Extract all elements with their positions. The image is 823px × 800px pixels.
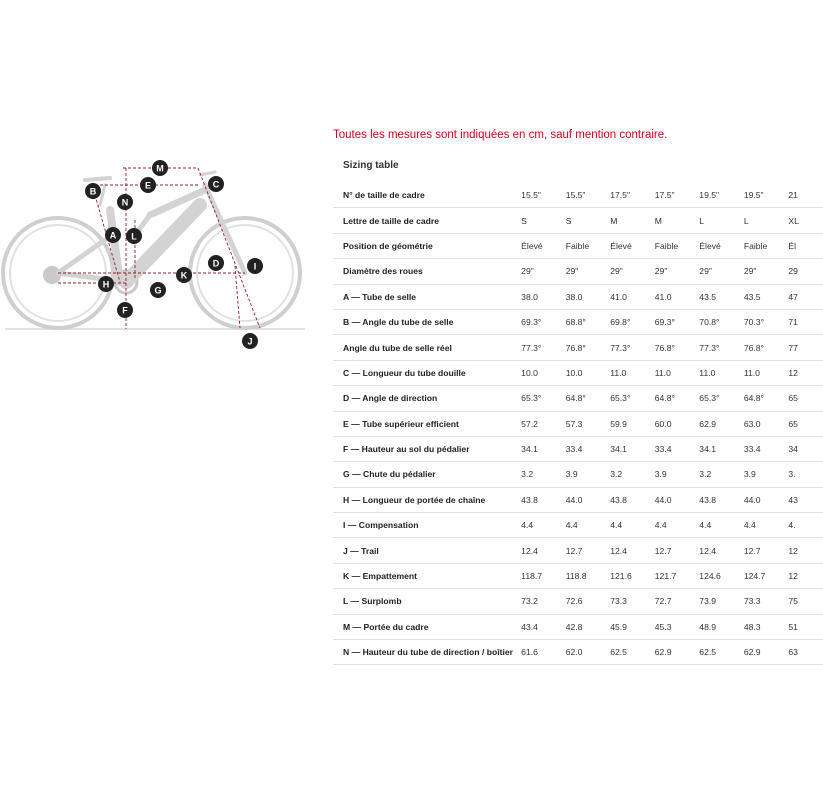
- table-cell: 45.3: [645, 614, 690, 639]
- table-cell: 71: [778, 309, 823, 334]
- dimension-marker-K: [176, 267, 192, 283]
- row-label: I — Compensation: [333, 513, 511, 538]
- row-label: Position de géométrie: [333, 233, 511, 258]
- table-cell: 63.0: [734, 411, 779, 436]
- table-cell: 73.9: [689, 589, 734, 614]
- table-cell: 11.0: [645, 360, 690, 385]
- table-cell: 29: [778, 259, 823, 284]
- table-cell: 33.4: [556, 436, 601, 461]
- table-row: [333, 183, 823, 208]
- marker-label-C: C: [212, 179, 220, 190]
- table-cell: 29": [645, 259, 690, 284]
- table-cell: S: [556, 208, 601, 233]
- table-cell: 4.4: [556, 513, 601, 538]
- table-row: [333, 462, 823, 487]
- dimension-marker-D: [208, 255, 224, 271]
- table-cell: 15.5": [511, 183, 556, 208]
- table-row: [333, 614, 823, 639]
- table-cell: 3.9: [734, 462, 779, 487]
- table-cell: 69.8°: [600, 309, 645, 334]
- table-cell: 19.5": [734, 183, 779, 208]
- table-cell: 65: [778, 411, 823, 436]
- table-cell: Él: [778, 233, 823, 258]
- table-cell: 34.1: [689, 436, 734, 461]
- table-cell: 29": [600, 259, 645, 284]
- table-cell: 12: [778, 538, 823, 563]
- table-cell: 76.8°: [645, 335, 690, 360]
- table-row: [333, 284, 823, 309]
- table-cell: 72.7: [645, 589, 690, 614]
- table-row: [333, 309, 823, 334]
- table-row: [333, 538, 823, 563]
- row-label: K — Empattement: [333, 563, 511, 588]
- table-cell: 64.8°: [556, 386, 601, 411]
- marker-label-D: D: [212, 258, 220, 269]
- table-cell: 77: [778, 335, 823, 360]
- table-cell: 33.4: [734, 436, 779, 461]
- table-row: [333, 208, 823, 233]
- table-cell: M: [600, 208, 645, 233]
- table-cell: 4.4: [511, 513, 556, 538]
- table-row: [333, 386, 823, 411]
- table-cell: 3.2: [689, 462, 734, 487]
- table-cell: 11.0: [689, 360, 734, 385]
- bike-geometry-diagram: [0, 150, 310, 360]
- dimension-marker-F: [117, 302, 133, 318]
- row-label: L — Surplomb: [333, 589, 511, 614]
- dimension-marker-N: [117, 194, 133, 210]
- table-cell: 73.3: [600, 589, 645, 614]
- row-label: A — Tube de selle: [333, 284, 511, 309]
- table-cell: 62.9: [734, 640, 779, 665]
- row-label: G — Chute du pédalier: [333, 462, 511, 487]
- table-cell: 47: [778, 284, 823, 309]
- table-cell: 12: [778, 360, 823, 385]
- table-cell: 73.3: [734, 589, 779, 614]
- dimension-marker-H: [98, 276, 114, 292]
- table-cell: 12.7: [734, 538, 779, 563]
- table-cell: 43.5: [689, 284, 734, 309]
- table-cell: 12.4: [511, 538, 556, 563]
- row-label: B — Angle du tube de selle: [333, 309, 511, 334]
- table-cell: 62.5: [600, 640, 645, 665]
- table-cell: 41.0: [645, 284, 690, 309]
- table-cell: 3.2: [511, 462, 556, 487]
- table-cell: 29": [556, 259, 601, 284]
- table-cell: 73.2: [511, 589, 556, 614]
- table-cell: 77.3°: [600, 335, 645, 360]
- table-cell: 65.3°: [600, 386, 645, 411]
- table-cell: 29": [734, 259, 779, 284]
- table-cell: 44.0: [645, 487, 690, 512]
- table-cell: 62.9: [689, 411, 734, 436]
- sizing-table: [333, 183, 823, 665]
- table-cell: 48.9: [689, 614, 734, 639]
- table-cell: 65.3°: [689, 386, 734, 411]
- table-cell: 121.7: [645, 563, 690, 588]
- row-label: E — Tube supérieur efficient: [333, 411, 511, 436]
- table-cell: M: [645, 208, 690, 233]
- table-cell: 76.8°: [556, 335, 601, 360]
- table-cell: 61.6: [511, 640, 556, 665]
- table-cell: 33.4: [645, 436, 690, 461]
- row-label: Lettre de taille de cadre: [333, 208, 511, 233]
- dimension-marker-J: [242, 333, 258, 349]
- marker-label-F: F: [122, 305, 128, 316]
- table-cell: 44.0: [556, 487, 601, 512]
- table-cell: 62.0: [556, 640, 601, 665]
- row-label: F — Hauteur au sol du pédalier: [333, 436, 511, 461]
- marker-label-L: L: [131, 231, 137, 242]
- table-cell: 4.4: [734, 513, 779, 538]
- table-cell: 38.0: [511, 284, 556, 309]
- table-cell: 76.8°: [734, 335, 779, 360]
- marker-label-N: N: [121, 197, 129, 208]
- table-cell: 70.8°: [689, 309, 734, 334]
- row-label: M — Portée du cadre: [333, 614, 511, 639]
- table-cell: 4.4: [645, 513, 690, 538]
- table-cell: 3.: [778, 462, 823, 487]
- row-label: H — Longueur de portée de chaîne: [333, 487, 511, 512]
- table-cell: 12.7: [556, 538, 601, 563]
- table-cell: 43.8: [689, 487, 734, 512]
- table-cell: 38.0: [556, 284, 601, 309]
- table-caption: Sizing table: [343, 160, 399, 171]
- table-cell: 64.8°: [645, 386, 690, 411]
- table-cell: 43.8: [600, 487, 645, 512]
- table-cell: 121.6: [600, 563, 645, 588]
- table-cell: 3.2: [600, 462, 645, 487]
- table-row: [333, 259, 823, 284]
- row-label: D — Angle de direction: [333, 386, 511, 411]
- table-cell: 12: [778, 563, 823, 588]
- table-cell: 48.3: [734, 614, 779, 639]
- marker-label-J: J: [247, 336, 253, 347]
- table-cell: 17.5": [600, 183, 645, 208]
- marker-label-H: H: [102, 279, 110, 290]
- table-cell: 12.4: [600, 538, 645, 563]
- table-cell: 34.1: [600, 436, 645, 461]
- sizing-table-container[interactable]: [333, 183, 800, 658]
- table-cell: 43: [778, 487, 823, 512]
- table-cell: 15.5": [556, 183, 601, 208]
- table-cell: 62.9: [645, 640, 690, 665]
- table-cell: 34.1: [511, 436, 556, 461]
- table-row: [333, 640, 823, 665]
- table-cell: 72.6: [556, 589, 601, 614]
- marker-label-A: A: [109, 230, 117, 241]
- table-cell: 10.0: [556, 360, 601, 385]
- marker-label-B: B: [89, 186, 97, 197]
- dimension-marker-C: [208, 176, 224, 192]
- table-cell: 43.8: [511, 487, 556, 512]
- table-cell: 69.3°: [511, 309, 556, 334]
- table-cell: 4.: [778, 513, 823, 538]
- marker-label-G: G: [154, 285, 162, 296]
- dimension-marker-L: [126, 228, 142, 244]
- table-cell: 70.3°: [734, 309, 779, 334]
- table-cell: 11.0: [734, 360, 779, 385]
- table-row: [333, 563, 823, 588]
- table-cell: Élevé: [511, 233, 556, 258]
- marker-label-M: M: [156, 163, 164, 174]
- table-cell: 68.8°: [556, 309, 601, 334]
- sizing-table-body: [333, 183, 823, 665]
- row-label: C — Longueur du tube douille: [333, 360, 511, 385]
- table-row: [333, 436, 823, 461]
- table-row: [333, 589, 823, 614]
- table-row: [333, 360, 823, 385]
- dimension-marker-B: [85, 183, 101, 199]
- table-cell: L: [734, 208, 779, 233]
- table-cell: 51: [778, 614, 823, 639]
- table-cell: 77.3°: [689, 335, 734, 360]
- table-row: [333, 513, 823, 538]
- table-cell: 12.4: [689, 538, 734, 563]
- table-cell: 77.3°: [511, 335, 556, 360]
- table-cell: 60.0: [645, 411, 690, 436]
- table-cell: 45.9: [600, 614, 645, 639]
- table-cell: 64.8°: [734, 386, 779, 411]
- table-cell: Faible: [556, 233, 601, 258]
- table-cell: 29": [689, 259, 734, 284]
- table-cell: S: [511, 208, 556, 233]
- row-label: J — Trail: [333, 538, 511, 563]
- table-cell: L: [689, 208, 734, 233]
- table-cell: 124.6: [689, 563, 734, 588]
- table-cell: 42.8: [556, 614, 601, 639]
- table-cell: 21: [778, 183, 823, 208]
- table-cell: 11.0: [600, 360, 645, 385]
- table-cell: 63: [778, 640, 823, 665]
- marker-label-E: E: [144, 180, 152, 191]
- table-cell: 44.0: [734, 487, 779, 512]
- table-cell: 59.9: [600, 411, 645, 436]
- table-cell: Faible: [734, 233, 779, 258]
- table-cell: 118.7: [511, 563, 556, 588]
- row-label: N — Hauteur du tube de direction / boîtier: [333, 640, 511, 665]
- table-cell: 65.3°: [511, 386, 556, 411]
- table-row: [333, 335, 823, 360]
- table-cell: 65: [778, 386, 823, 411]
- table-cell: 19.5": [689, 183, 734, 208]
- dimension-marker-G: [150, 282, 166, 298]
- table-cell: 43.5: [734, 284, 779, 309]
- table-cell: XL: [778, 208, 823, 233]
- marker-label-I: I: [253, 261, 257, 272]
- table-cell: Élevé: [689, 233, 734, 258]
- table-cell: 4.4: [689, 513, 734, 538]
- table-cell: Élevé: [600, 233, 645, 258]
- table-cell: 69.3°: [645, 309, 690, 334]
- table-cell: 10.0: [511, 360, 556, 385]
- dimension-marker-A: [105, 227, 121, 243]
- table-cell: 29": [511, 259, 556, 284]
- table-cell: 124.7: [734, 563, 779, 588]
- row-label: N° de taille de cadre: [333, 183, 511, 208]
- table-cell: 41.0: [600, 284, 645, 309]
- table-cell: Faible: [645, 233, 690, 258]
- table-cell: 3.9: [556, 462, 601, 487]
- dimension-marker-M: [152, 160, 168, 176]
- dimension-marker-I: [247, 258, 263, 274]
- marker-label-K: K: [180, 270, 188, 281]
- measurement-notice: Toutes les mesures sont indiquées en cm, sauf mention contraire.: [333, 129, 668, 141]
- dimension-marker-E: [140, 177, 156, 193]
- table-cell: 43.4: [511, 614, 556, 639]
- table-cell: 118.8: [556, 563, 601, 588]
- table-cell: 62.5: [689, 640, 734, 665]
- table-cell: 57.2: [511, 411, 556, 436]
- table-row: [333, 233, 823, 258]
- table-cell: 75: [778, 589, 823, 614]
- table-row: [333, 411, 823, 436]
- row-label: Angle du tube de selle réel: [333, 335, 511, 360]
- row-label: Diamètre des roues: [333, 259, 511, 284]
- table-row: [333, 487, 823, 512]
- table-cell: 12.7: [645, 538, 690, 563]
- table-cell: 34: [778, 436, 823, 461]
- table-cell: 3.9: [645, 462, 690, 487]
- table-cell: 4.4: [600, 513, 645, 538]
- table-cell: 17.5": [645, 183, 690, 208]
- table-cell: 57.3: [556, 411, 601, 436]
